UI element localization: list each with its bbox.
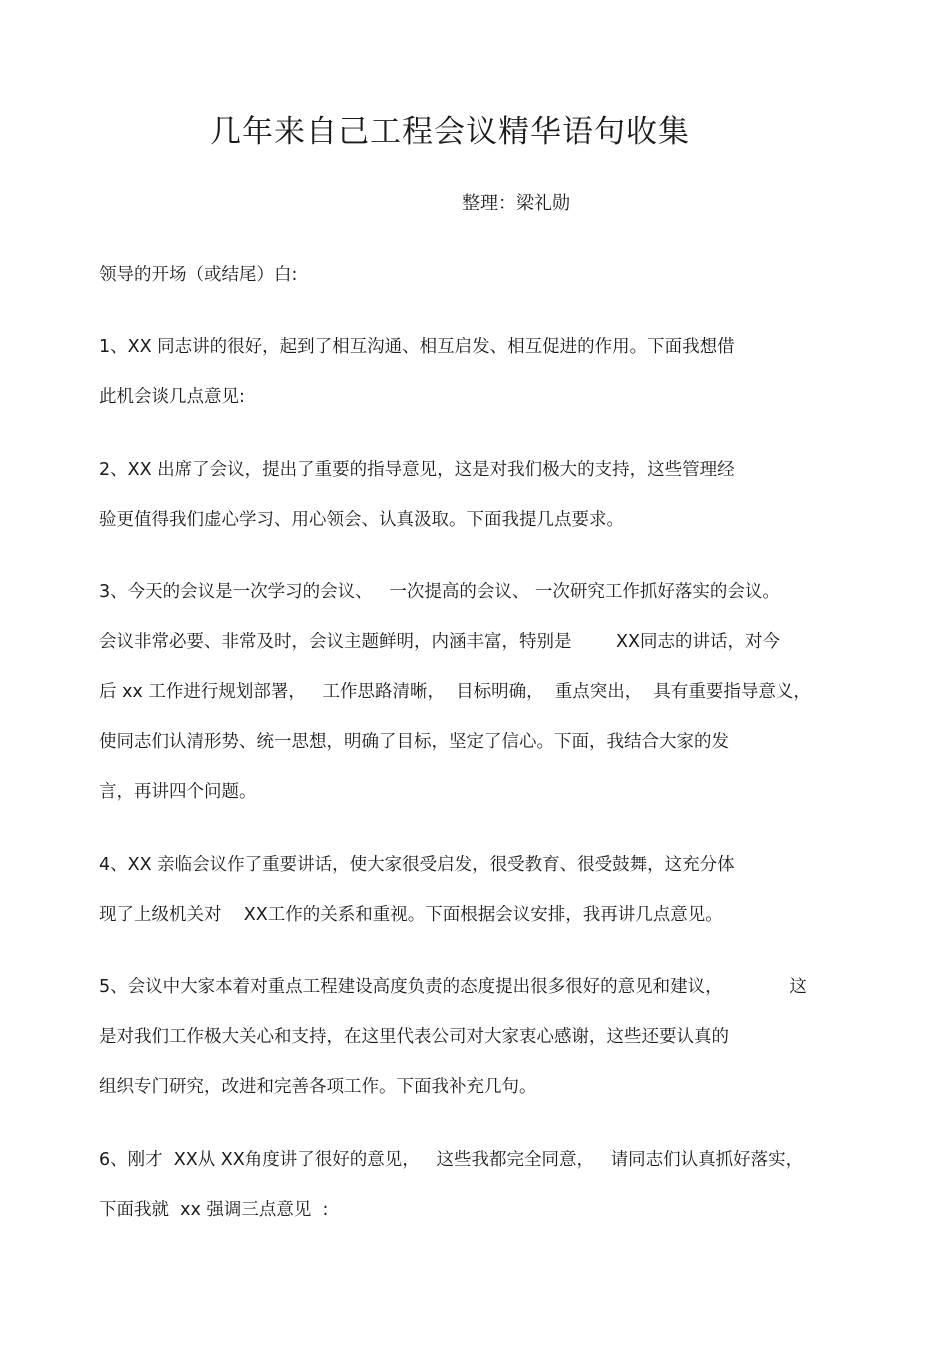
paragraph-line: 是对我们工作极大关心和支持，在这里代表公司对大家衷心感谢，这些还要认真的: [99, 1027, 729, 1047]
paragraph-line: 5、会议中大家本着对重点工程建设高度负责的态度提出很多很好的意见和建议， 这: [99, 977, 807, 997]
paragraph-line: 2、XX 出席了会议，提出了重要的指导意见，这是对我们极大的支持，这些管理经: [99, 460, 735, 480]
paragraph-line: 6、刚才 XX从 XX角度讲了很好的意见， 这些我都完全同意， 请同志们认真抓好落实，: [99, 1150, 804, 1170]
paragraph-line: 3、今天的会议是一次学习的会议、 一次提高的会议、 一次研究工作抓好落实的会议。: [99, 582, 780, 602]
paragraph-line: 此机会谈几点意见:: [99, 387, 245, 407]
paragraph-line: 会议非常必要、非常及时，会议主题鲜明，内涵丰富，特别是 XX同志的讲话，对今: [99, 632, 780, 652]
paragraph-line: 验更值得我们虚心学习、用心领会、认真汲取。下面我提几点要求。: [99, 510, 624, 530]
paragraph-line: 现了上级机关对 XX工作的关系和重视。下面根据会议安排，我再讲几点意见。: [99, 905, 723, 925]
paragraph-line: 组织专门研究，改进和完善各项工作。下面我补充几句。: [99, 1077, 537, 1097]
author-line: 整理：梁礼勋: [462, 193, 570, 214]
paragraph-line: 使同志们认清形势、统一思想，明确了目标，坚定了信心。下面，我结合大家的发: [99, 732, 729, 752]
section-heading: 领导的开场（或结尾）白:: [99, 265, 298, 285]
paragraph-line: 4、XX 亲临会议作了重要讲话，使大家很受启发，很受教育、很受鼓舞，这充分体: [99, 855, 735, 875]
paragraph-line: 言，再讲四个问题。: [99, 782, 257, 802]
paragraph-line: 下面我就 xx 强调三点意见 :: [99, 1200, 329, 1220]
document-title: 几年来自己工程会议精华语句收集: [210, 114, 690, 150]
paragraph-line: 后 xx 工作进行规划部署， 工作思路清晰， 目标明确， 重点突出， 具有重要指导意义，: [99, 682, 811, 702]
paragraph-line: 1、XX 同志讲的很好，起到了相互沟通、相互启发、相互促进的作用。下面我想借: [99, 337, 735, 357]
